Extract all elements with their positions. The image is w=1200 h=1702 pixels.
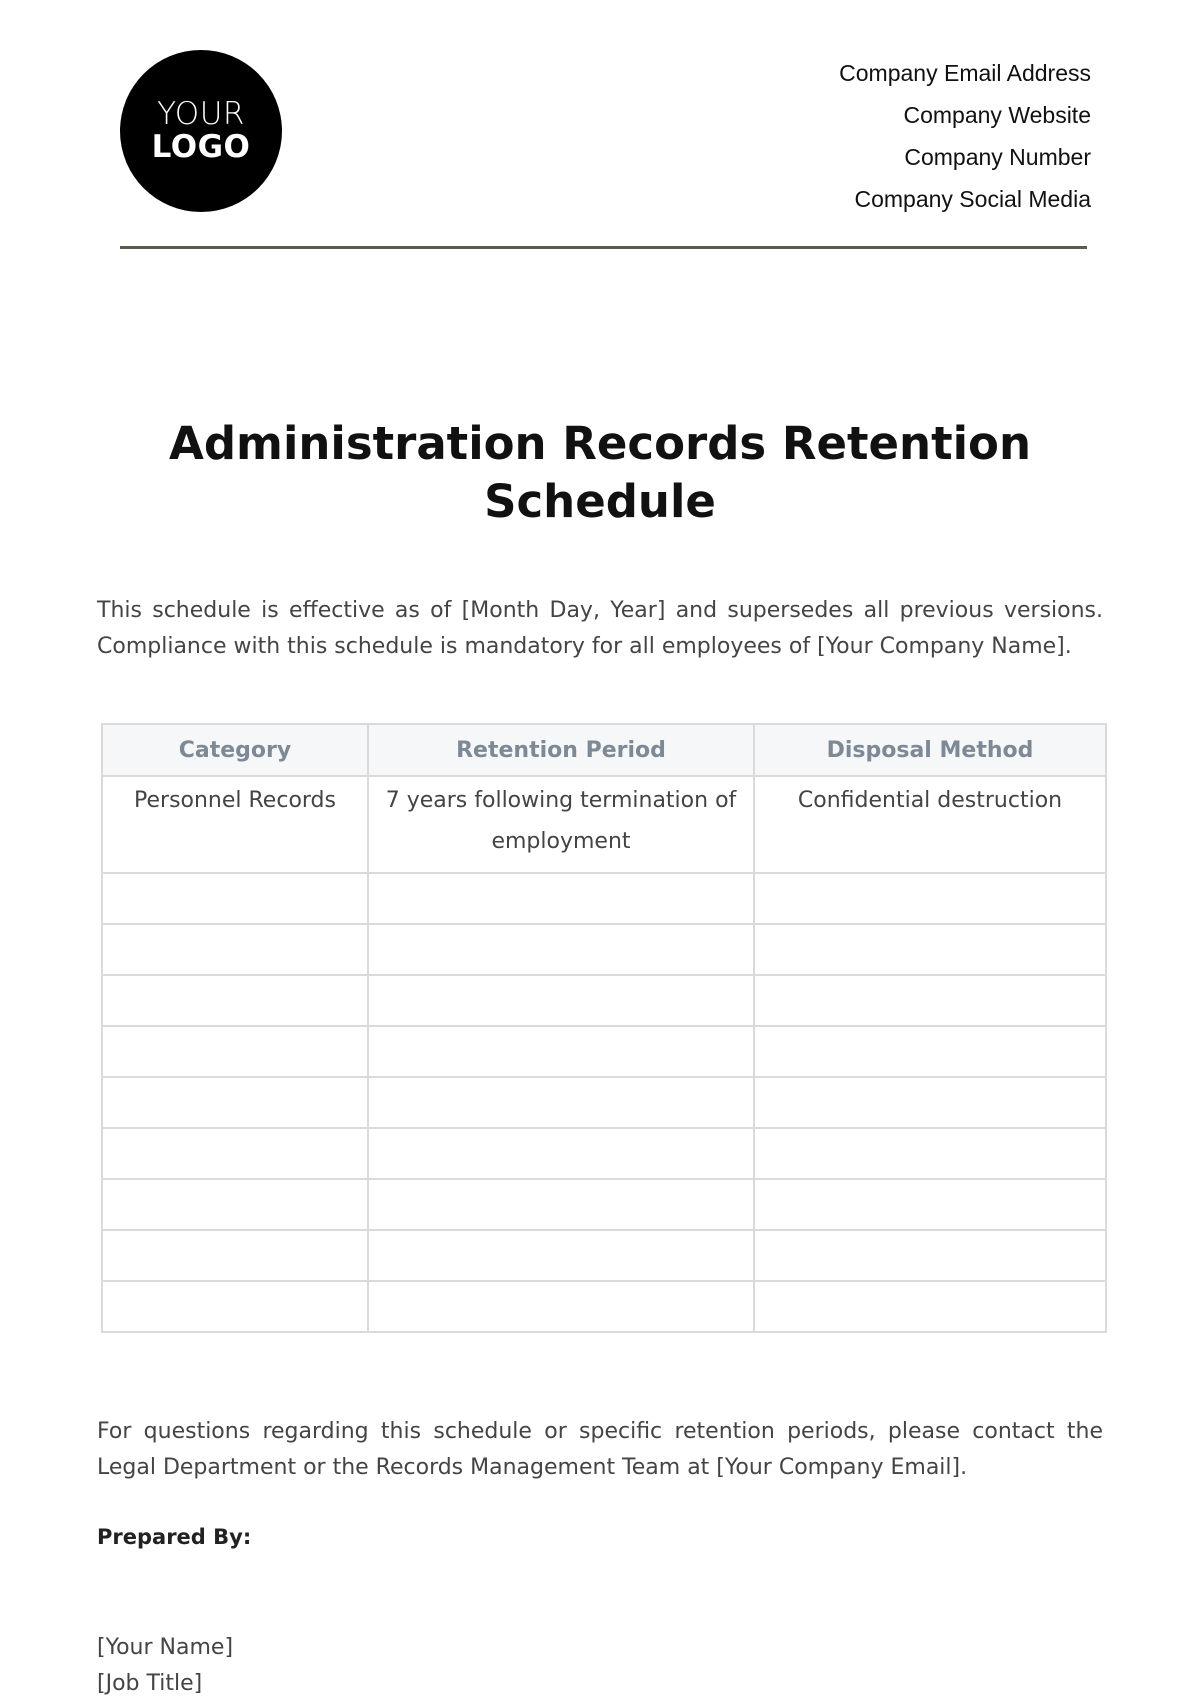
table-row (102, 1230, 1106, 1281)
prepared-by-label: Prepared By: (97, 1525, 252, 1549)
header-category: Category (102, 724, 368, 776)
cell-retention-period (368, 975, 754, 1026)
cell-retention-period (368, 1230, 754, 1281)
signature-job-title: [Job Title] (97, 1671, 203, 1696)
document-title: Administration Records Retention Schedule (169, 417, 1031, 528)
table-header-row (102, 724, 1106, 776)
company-contact-block (839, 52, 1091, 220)
logo-line-2: LOGO (151, 129, 251, 165)
company-number: Company Number (904, 144, 1091, 170)
cell-category (102, 1281, 368, 1332)
company-website: Company Website (903, 102, 1091, 128)
cell-retention-period (368, 1281, 754, 1332)
cell-disposal-method (754, 873, 1106, 924)
cell-disposal-method (754, 1026, 1106, 1077)
cell-retention-period (368, 873, 754, 924)
cell-category (102, 1026, 368, 1077)
header-retention-period: Retention Period (368, 724, 754, 776)
cell-retention-period (368, 1128, 754, 1179)
cell-disposal-method (754, 975, 1106, 1026)
intro-paragraph: This schedule is effective as of [Month Day, Year] and supersedes all previous versions. Compliance with this schedule is mandatory for all employees of [Your Company Name]. (97, 598, 1103, 659)
cell-disposal-method (754, 1077, 1106, 1128)
logo-line-1: YOUR (157, 96, 245, 133)
retention-schedule-table (101, 723, 1107, 1333)
closing-paragraph: For questions regarding this schedule or specific retention periods, please contact the Legal Department or the Records Management Team at [Your Company Email]. (97, 1419, 1103, 1480)
cell-category (102, 924, 368, 975)
company-social-media: Company Social Media (854, 186, 1091, 212)
table-row (102, 1077, 1106, 1128)
table-row (102, 1281, 1106, 1332)
cell-disposal-method (754, 1128, 1106, 1179)
cell-disposal-method (754, 1281, 1106, 1332)
table-row (102, 873, 1106, 924)
signature-name: [Your Name] (97, 1635, 234, 1660)
cell-retention-period (368, 1077, 754, 1128)
cell-retention-period (368, 1179, 754, 1230)
cell-category (102, 1077, 368, 1128)
header-disposal-method: Disposal Method (754, 724, 1106, 776)
cell-category (102, 1128, 368, 1179)
cell-category (102, 873, 368, 924)
table-row (102, 1128, 1106, 1179)
company-email: Company Email Address (839, 60, 1091, 86)
table-row (102, 1026, 1106, 1077)
cell-retention-period (368, 924, 754, 975)
cell-disposal-method (754, 1230, 1106, 1281)
table-row (102, 975, 1106, 1026)
cell-retention-period: 7 years following termination of employment (368, 776, 754, 873)
cell-disposal-method: Confidential destruction (754, 776, 1106, 873)
cell-retention-period (368, 1026, 754, 1077)
cell-disposal-method (754, 1179, 1106, 1230)
cell-category (102, 1179, 368, 1230)
cell-category (102, 975, 368, 1026)
table-row (102, 1179, 1106, 1230)
header-divider (120, 246, 1087, 249)
cell-disposal-method (754, 924, 1106, 975)
table-row (102, 776, 1106, 873)
cell-category (102, 1230, 368, 1281)
company-logo (120, 50, 282, 212)
cell-category: Personnel Records (102, 776, 368, 873)
signature-block (97, 1630, 233, 1702)
table-row (102, 924, 1106, 975)
